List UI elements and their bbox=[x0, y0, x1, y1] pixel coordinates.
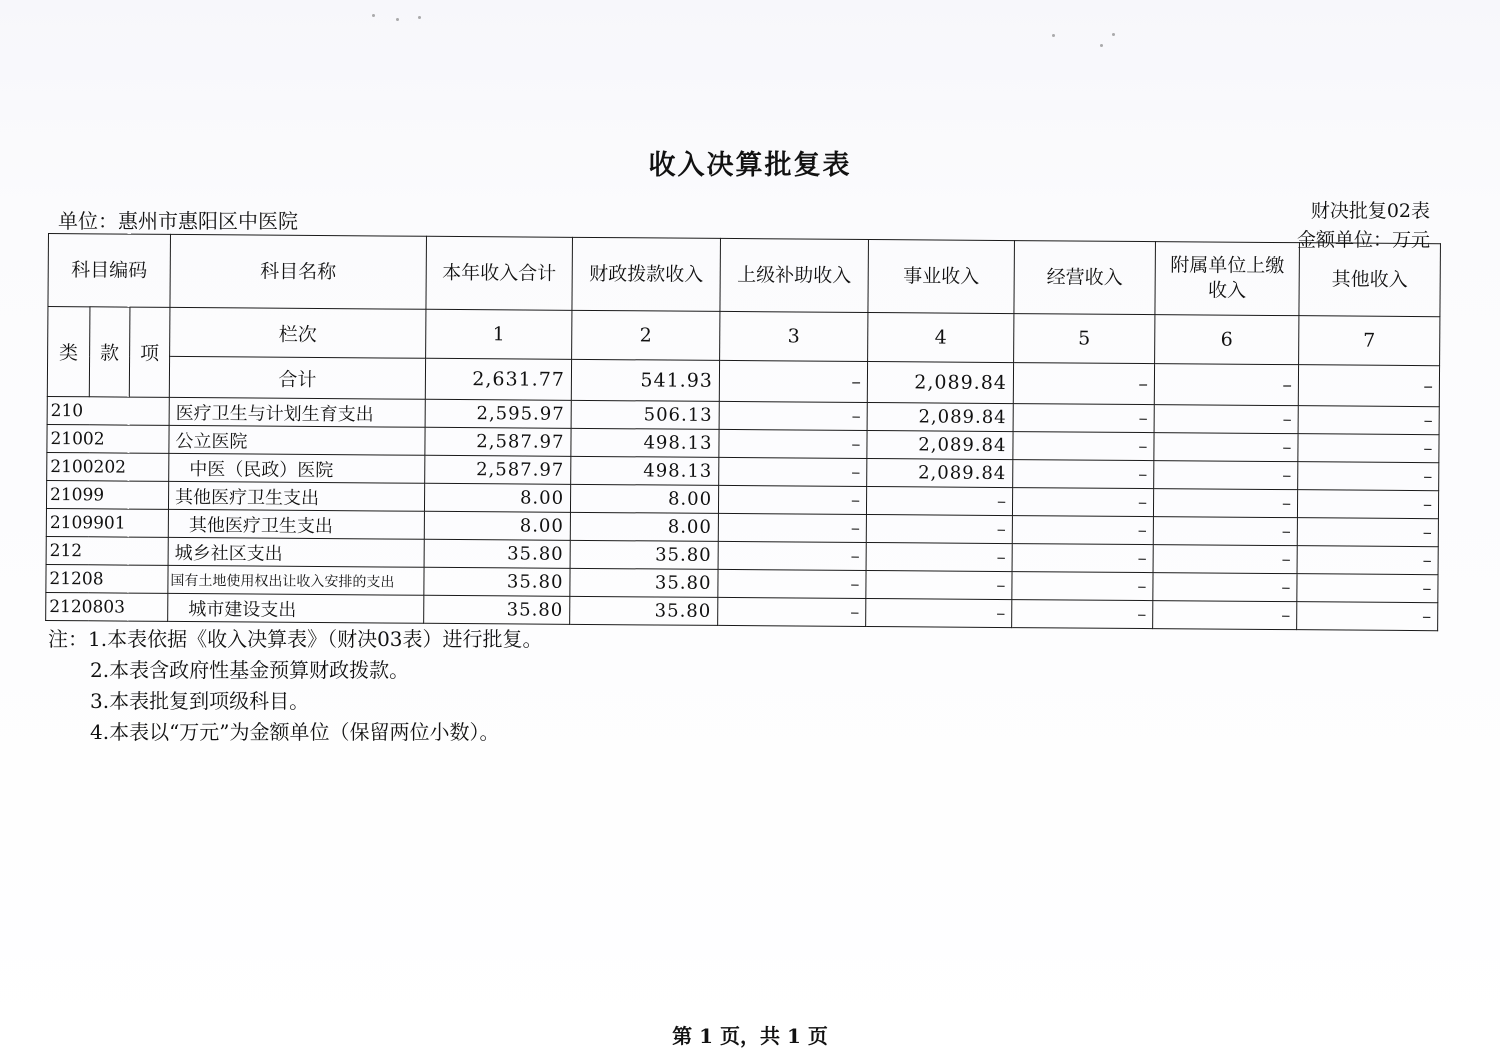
row-code: 210 bbox=[47, 396, 169, 425]
header-col-4: 事业收入 bbox=[868, 240, 1015, 314]
total-value: – bbox=[719, 360, 867, 402]
row-value: – bbox=[718, 597, 866, 626]
total-value: – bbox=[1013, 363, 1154, 405]
col-number: 3 bbox=[720, 311, 868, 361]
row-name: 城市建设支出 bbox=[168, 593, 424, 623]
row-value: 2,089.84 bbox=[867, 431, 1013, 460]
row-value: – bbox=[866, 487, 1012, 516]
money-unit: 金额单位：万元 bbox=[1296, 229, 1430, 251]
table-header-row bbox=[48, 234, 1440, 317]
header-kuan: 款 bbox=[89, 307, 130, 397]
row-value: – bbox=[1297, 546, 1438, 575]
col-number: 5 bbox=[1014, 314, 1155, 364]
row-value: 498.13 bbox=[571, 456, 719, 485]
row-value: – bbox=[1012, 544, 1153, 573]
row-value: – bbox=[1153, 601, 1297, 630]
total-value: – bbox=[1154, 364, 1298, 406]
row-value: – bbox=[1154, 461, 1298, 490]
row-value: 35.80 bbox=[424, 539, 570, 568]
row-value: – bbox=[1013, 460, 1154, 489]
row-value: – bbox=[1153, 545, 1297, 574]
total-value: 2,631.77 bbox=[425, 358, 571, 400]
scan-speck bbox=[1052, 34, 1055, 37]
header-code: 科目编码 bbox=[48, 234, 171, 308]
row-name: 中医（民政）医院 bbox=[169, 453, 425, 483]
row-value: – bbox=[1012, 572, 1153, 601]
row-value: 35.80 bbox=[424, 567, 570, 596]
scan-speck bbox=[418, 16, 421, 19]
row-value: 498.13 bbox=[571, 428, 719, 457]
row-value: – bbox=[866, 543, 1012, 572]
row-value: 2,089.84 bbox=[867, 403, 1013, 432]
scan-speck bbox=[396, 18, 399, 21]
row-value: – bbox=[1298, 406, 1439, 435]
col-number: 6 bbox=[1155, 315, 1299, 365]
row-name: 其他医疗卫生支出 bbox=[168, 481, 424, 511]
row-value: – bbox=[1013, 432, 1154, 461]
total-value: 541.93 bbox=[571, 359, 719, 401]
row-value: – bbox=[1012, 600, 1153, 629]
row-code: 2120803 bbox=[46, 592, 168, 621]
row-value: – bbox=[719, 429, 867, 458]
row-code: 21208 bbox=[46, 564, 168, 593]
col-number: 1 bbox=[426, 309, 572, 359]
header-lei: 类 bbox=[47, 307, 90, 397]
note-line: 4.本表以“万元”为金额单位（保留两位小数）。 bbox=[90, 720, 500, 744]
row-value: 35.80 bbox=[570, 596, 718, 625]
col-number: 2 bbox=[572, 310, 720, 360]
row-value: – bbox=[1154, 405, 1298, 434]
header-col-1: 本年收入合计 bbox=[426, 236, 573, 310]
note-line: 3.本表批复到项级科目。 bbox=[90, 689, 310, 713]
row-value: – bbox=[1297, 490, 1438, 519]
form-code: 财决批复02表 bbox=[1310, 200, 1430, 222]
scan-speck bbox=[372, 14, 375, 17]
row-value: – bbox=[1012, 488, 1153, 517]
row-value: 8.00 bbox=[424, 511, 570, 540]
row-value: 8.00 bbox=[570, 512, 718, 541]
row-code: 21002 bbox=[47, 424, 169, 453]
row-name: 其他医疗卫生支出 bbox=[168, 509, 424, 539]
row-value: – bbox=[719, 457, 867, 486]
col-number: 4 bbox=[868, 313, 1014, 363]
note-line: 注：1.本表依据《收入决算表》（财决03表）进行批复。 bbox=[48, 627, 543, 651]
total-label: 合计 bbox=[169, 356, 425, 399]
row-value: – bbox=[719, 401, 867, 430]
row-value: – bbox=[1012, 516, 1153, 545]
row-value: 2,587.97 bbox=[425, 455, 571, 484]
total-value: – bbox=[1298, 365, 1439, 407]
row-value: – bbox=[1298, 462, 1439, 491]
row-code: 2100202 bbox=[47, 452, 169, 481]
row-value: – bbox=[1154, 433, 1298, 462]
scan-speck bbox=[1100, 44, 1103, 47]
row-code: 21099 bbox=[46, 480, 168, 509]
scan-speck bbox=[1112, 33, 1115, 36]
total-value: 2,089.84 bbox=[867, 362, 1013, 404]
row-name: 国有土地使用权出让收入安排的支出 bbox=[168, 565, 424, 595]
row-value: – bbox=[1298, 434, 1439, 463]
row-value: – bbox=[718, 485, 866, 514]
row-value: – bbox=[1153, 517, 1297, 546]
note-line: 2.本表含政府性基金预算财政拨款。 bbox=[90, 658, 410, 682]
header-col-2: 财政拨款收入 bbox=[572, 237, 721, 311]
row-value: – bbox=[1153, 573, 1297, 602]
header-col-5: 经营收入 bbox=[1014, 241, 1156, 315]
row-value: 2,587.97 bbox=[425, 427, 571, 456]
row-code: 212 bbox=[46, 536, 168, 565]
unit-label: 单位：惠州市惠阳区中医院 bbox=[58, 209, 298, 233]
row-name: 城乡社区支出 bbox=[168, 537, 424, 567]
header-xiang: 项 bbox=[129, 307, 170, 397]
header-col-7: 其他收入 bbox=[1299, 243, 1441, 317]
header-lanci: 栏次 bbox=[170, 307, 426, 358]
row-value: 506.13 bbox=[571, 400, 719, 429]
row-value: 2,089.84 bbox=[867, 459, 1013, 488]
row-value: 35.80 bbox=[570, 540, 718, 569]
row-value: – bbox=[1297, 574, 1438, 603]
row-value: – bbox=[1153, 489, 1297, 518]
row-value: – bbox=[866, 571, 1012, 600]
page-footer: 第 1 页，共 1 页 bbox=[672, 1024, 828, 1048]
header-col-3: 上级补助收入 bbox=[720, 238, 869, 312]
row-code: 2109901 bbox=[46, 508, 168, 537]
row-value: – bbox=[718, 541, 866, 570]
row-name: 医疗卫生与计划生育支出 bbox=[169, 397, 425, 427]
row-value: 35.80 bbox=[570, 568, 718, 597]
row-value: 35.80 bbox=[424, 595, 570, 624]
header-name: 科目名称 bbox=[170, 234, 427, 309]
income-approval-table bbox=[45, 233, 1441, 631]
row-value: – bbox=[1013, 404, 1154, 433]
row-value: 8.00 bbox=[570, 484, 718, 513]
row-value: – bbox=[866, 515, 1012, 544]
row-value: – bbox=[1297, 518, 1438, 547]
row-value: 8.00 bbox=[424, 483, 570, 512]
row-value: – bbox=[1297, 602, 1438, 631]
row-value: – bbox=[718, 569, 866, 598]
notes-section bbox=[48, 624, 543, 748]
row-value: 2,595.97 bbox=[425, 399, 571, 428]
header-col-6: 附属单位上缴收入 bbox=[1155, 242, 1300, 316]
row-name: 公立医院 bbox=[169, 425, 425, 455]
page-title: 收入决算批复表 bbox=[648, 150, 852, 181]
row-value: – bbox=[718, 513, 866, 542]
row-value: – bbox=[866, 599, 1012, 628]
col-number: 7 bbox=[1299, 316, 1440, 366]
